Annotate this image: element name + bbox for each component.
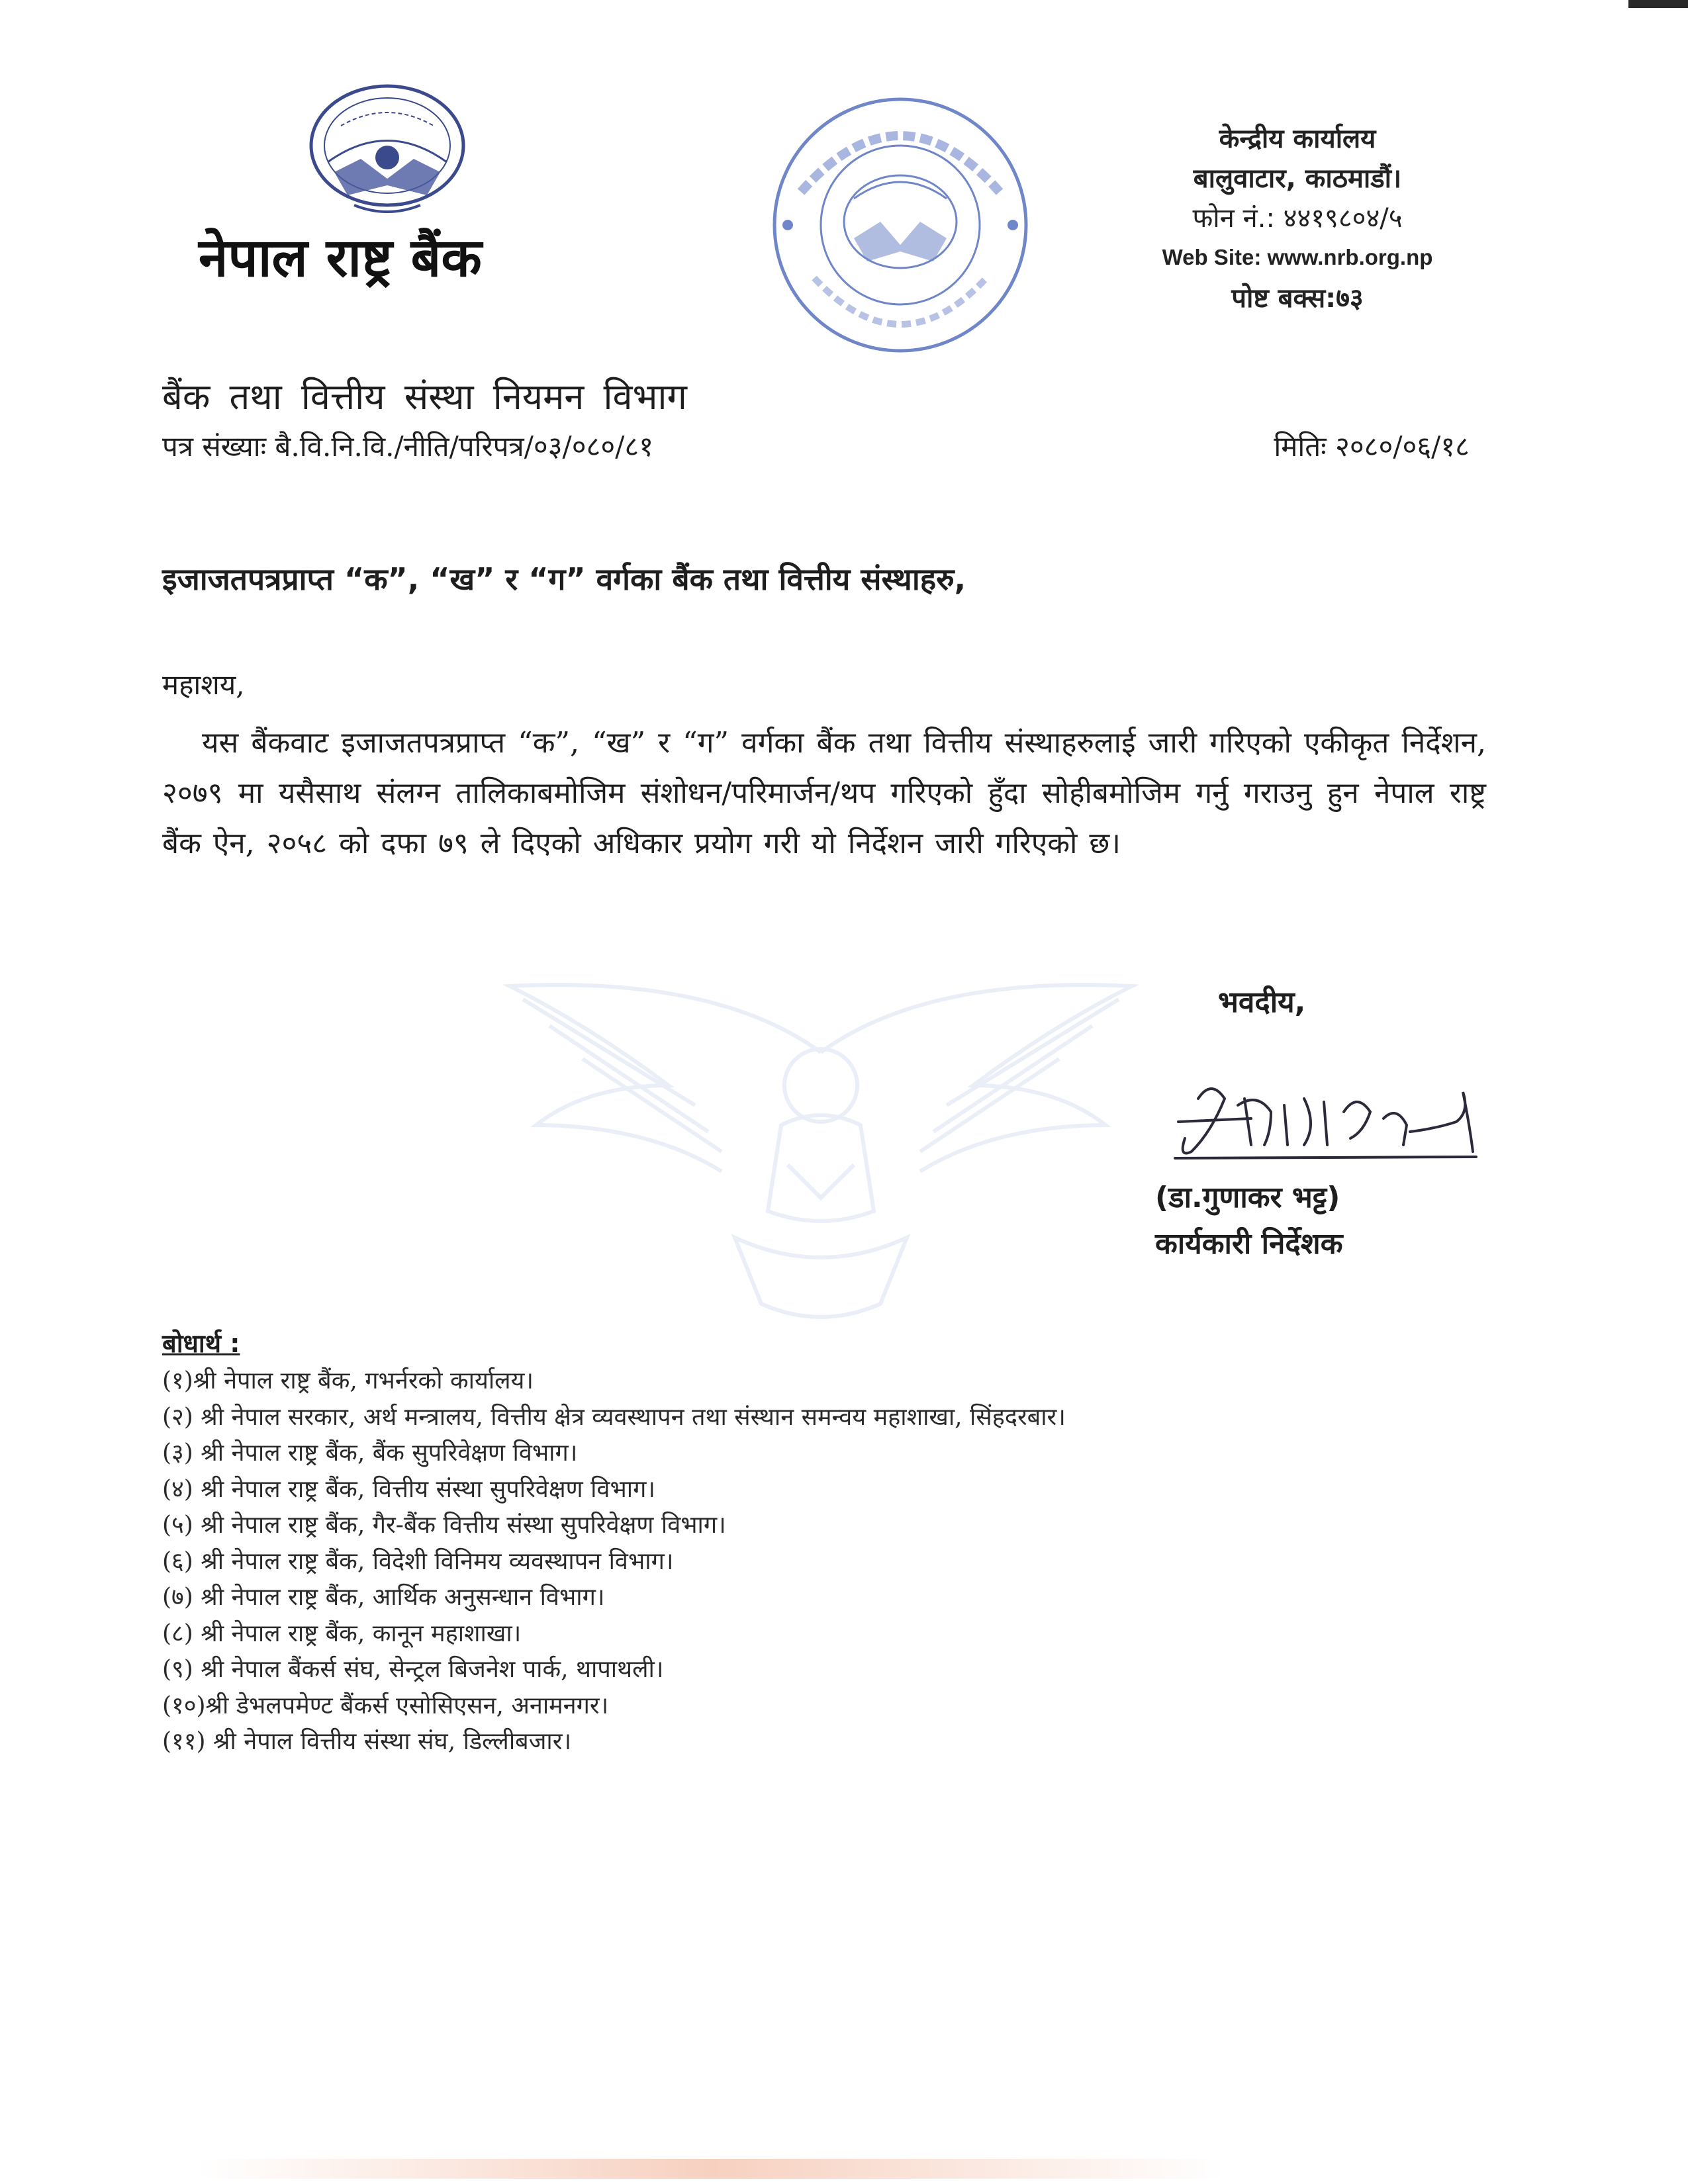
cc-item: (५) श्री नेपाल राष्ट्र बैंक, गैर-बैंक वित्तीय संस्था सुपरिवेक्षण विभाग। — [162, 1512, 726, 1539]
signer-name: (डा.गुणाकर भट्ट) — [1155, 1181, 1340, 1214]
cc-list — [162, 1363, 1552, 1760]
scan-bottom-tint — [199, 2159, 1225, 2179]
closing: भवदीय, — [1218, 985, 1306, 1019]
cc-item: (१)श्री नेपाल राष्ट्र बैंक, गभर्नरको कार्यालय। — [162, 1367, 534, 1394]
office-address-block — [1099, 119, 1496, 320]
salutation: महाशय, — [162, 668, 245, 701]
body-paragraph: यस बैंकवाट इजाजतपत्रप्राप्त “क”, “ख” र “ग” वर्गका बैंक तथा वित्तीय संस्थाहरुलाई जारी गरिएको एकीकृत निर्देशन, २०७९ मा यसैसाथ संलग्न तालिकाबमोजिम संशोधन/परिमार्जन/थप गरिएको हुँदा सोहीबमोजिम गर्नु गराउनु हुन नेपाल राष्ट्र बैंक ऐन, २०५८ को दफा ७९ ले दिएको अधिकार प्रयोग गरी यो निर्देशन जारी गरिएको छ। — [162, 726, 1486, 860]
office-phone: फोन नं.: ४४१९८०४/५ — [1192, 203, 1403, 234]
office-name: केन्द्रीय कार्यालय — [1219, 124, 1376, 154]
nrb-emblem-icon — [301, 79, 473, 222]
cc-item: (३) श्री नेपाल राष्ट्र बैंक, बैंक सुपरिवेक्षण विभाग। — [162, 1439, 578, 1467]
reference-number: पत्र संख्याः बै.वि.नि.वि./नीति/परिपत्र/०३/०८०/८१ — [162, 430, 654, 463]
letter-date: मितिः २०८०/०६/१८ — [1274, 430, 1470, 463]
cc-item: (९) श्री नेपाल बैंकर्स संघ, सेन्ट्रल बिजनेश पार्क, थापाथली। — [162, 1656, 664, 1683]
cc-item: (८) श्री नेपाल राष्ट्र बैंक, कानून महाशाखा। — [162, 1619, 522, 1647]
office-pobox: पोष्ट बक्स:७३ — [1231, 283, 1364, 314]
cc-section — [162, 1324, 1552, 1760]
garuda-watermark-icon — [470, 973, 1172, 1343]
addressee: इजाजतपत्रप्राप्त “क”, “ख” र “ग” वर्गका बैंक तथा वित्तीय संस्थाहरु, — [162, 561, 966, 597]
cc-item: (११) श्री नेपाल वित्तीय संस्था संघ, डिल्लीबजार। — [162, 1728, 572, 1755]
bank-name: नेपाल राष्ट्र बैंक — [199, 227, 482, 289]
cc-item: (१०)श्री डेभलपमेण्ट बैंकर्स एसोसिएसन, अनामनगर। — [162, 1692, 609, 1719]
office-location: बालुवाटार, काठमाडौं। — [1193, 163, 1402, 194]
cc-heading: बोधार्थ : — [162, 1329, 240, 1358]
cc-item: (२) श्री नेपाल सरकार, अर्थ मन्त्रालय, वित्तीय क्षेत्र व्यवस्थापन तथा संस्थान समन्वय महाशाखा, सिंहदरबार। — [162, 1403, 1066, 1431]
department-name: बैंक तथा वित्तीय संस्था नियमन विभाग — [162, 376, 687, 418]
department-seal-icon — [761, 93, 1039, 357]
scan-corner-mark — [1628, 0, 1688, 8]
cc-item: (६) श्री नेपाल राष्ट्र बैंक, विदेशी विनिमय व्यवस्थापन विभाग। — [162, 1547, 674, 1575]
cc-item: (४) श्री नेपाल राष्ट्र बैंक, वित्तीय संस्था सुपरिवेक्षण विभाग। — [162, 1475, 655, 1503]
signer-title: कार्यकारी निर्देशक — [1155, 1227, 1343, 1261]
office-website: Web Site: www.nrb.org.np — [1162, 245, 1433, 269]
signature-icon — [1172, 1052, 1483, 1171]
cc-item: (७) श्री नेपाल राष्ट्र बैंक, आर्थिक अनुसन्धान विभाग। — [162, 1584, 605, 1611]
